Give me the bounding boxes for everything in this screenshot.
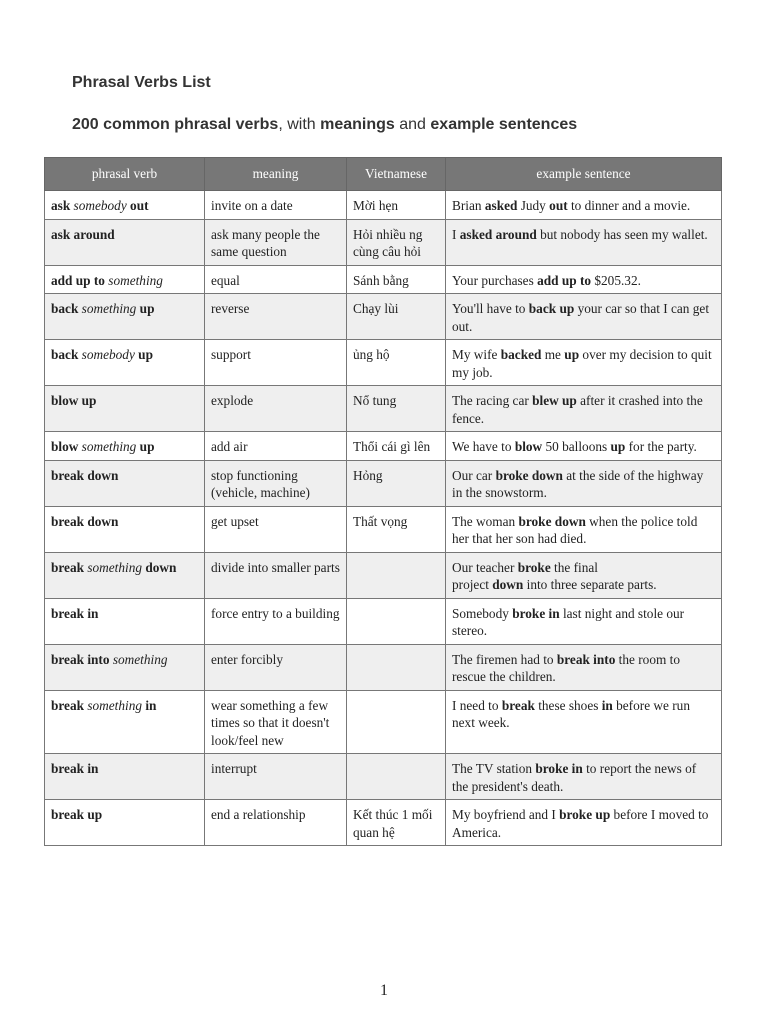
text-run: add up to bbox=[537, 272, 592, 288]
text-run: The woman bbox=[452, 513, 519, 529]
cell-vietnamese: Hỏi nhiều ng cùng câu hỏi bbox=[347, 219, 446, 265]
table-row bbox=[45, 460, 722, 506]
cell-phrasal-verb bbox=[45, 598, 205, 644]
text-run: broke bbox=[517, 559, 551, 575]
cell-example-sentence bbox=[446, 432, 722, 461]
text-run: Judy bbox=[517, 198, 550, 213]
cell-vietnamese bbox=[347, 552, 446, 598]
text-run: something bbox=[108, 272, 163, 288]
text-run: My wife bbox=[452, 347, 501, 362]
cell-example-sentence bbox=[446, 598, 722, 644]
table-row bbox=[45, 598, 722, 644]
text-run: me bbox=[541, 347, 565, 362]
text-run: 50 balloons bbox=[542, 439, 611, 454]
text-run: break in bbox=[51, 761, 99, 776]
text-run: broke up bbox=[559, 807, 611, 822]
document-title: Phrasal Verbs List bbox=[72, 74, 211, 91]
cell-phrasal-verb bbox=[45, 191, 205, 220]
text-run: ask bbox=[51, 198, 74, 213]
subtitle-part: 200 common phrasal verbs bbox=[72, 116, 279, 133]
cell-vietnamese bbox=[347, 644, 446, 690]
cell-vietnamese: Thất vọng bbox=[347, 506, 446, 552]
text-run: blew up bbox=[532, 393, 577, 408]
header-vietnamese: Vietnamese bbox=[347, 158, 446, 191]
text-run: break bbox=[501, 697, 535, 713]
table-row bbox=[45, 386, 722, 432]
table-row bbox=[45, 506, 722, 552]
text-run: into three separate parts. bbox=[523, 577, 657, 592]
cell-example-sentence bbox=[446, 340, 722, 386]
cell-phrasal-verb bbox=[45, 432, 205, 461]
text-run: Our car bbox=[452, 467, 496, 483]
text-run: backed bbox=[500, 347, 542, 362]
cell-meaning: interrupt bbox=[205, 754, 347, 800]
cell-phrasal-verb bbox=[45, 800, 205, 846]
cell-phrasal-verb bbox=[45, 644, 205, 690]
text-run: something bbox=[81, 301, 137, 316]
text-run: We have to bbox=[452, 439, 515, 454]
text-run: break down bbox=[51, 513, 119, 529]
page-number: 1 bbox=[380, 982, 388, 999]
text-run: out bbox=[549, 198, 568, 213]
cell-example-sentence bbox=[446, 219, 722, 265]
cell-example-sentence bbox=[446, 690, 722, 754]
cell-example-sentence bbox=[446, 265, 722, 294]
text-run: out bbox=[126, 198, 149, 213]
text-run: the final bbox=[550, 559, 598, 575]
header-example-sentence: example sentence bbox=[446, 158, 722, 191]
text-run: break down bbox=[51, 467, 119, 483]
text-run: Brian bbox=[452, 198, 485, 213]
text-run: back bbox=[51, 301, 82, 316]
text-run: You'll have to bbox=[452, 301, 529, 316]
cell-meaning: add air bbox=[205, 432, 347, 461]
subtitle-part: example sentences bbox=[430, 116, 578, 133]
cell-meaning: stop functioning (vehicle, machine) bbox=[205, 460, 347, 506]
text-run: these shoes bbox=[534, 697, 602, 713]
cell-vietnamese bbox=[347, 690, 446, 754]
text-run: down bbox=[492, 577, 524, 592]
text-run: The firemen had to bbox=[452, 651, 557, 667]
cell-meaning: divide into smaller parts bbox=[205, 552, 347, 598]
text-run: somebody bbox=[73, 198, 127, 213]
text-run: up bbox=[136, 301, 155, 316]
text-run: add up to bbox=[51, 272, 109, 288]
cell-phrasal-verb bbox=[45, 460, 205, 506]
header-meaning: meaning bbox=[205, 158, 347, 191]
table-row bbox=[45, 800, 722, 846]
cell-vietnamese: Nổ tung bbox=[347, 386, 446, 432]
cell-meaning: enter forcibly bbox=[205, 644, 347, 690]
cell-phrasal-verb bbox=[45, 386, 205, 432]
text-run: to report the news of the president's death. bbox=[452, 761, 697, 794]
document-subtitle bbox=[72, 116, 577, 134]
table-row bbox=[45, 690, 722, 754]
text-run: break up bbox=[51, 807, 103, 822]
text-run: last night and stole our stereo. bbox=[452, 605, 685, 638]
cell-vietnamese: Sánh bằng bbox=[347, 265, 446, 294]
subtitle-part: meanings bbox=[320, 116, 395, 133]
cell-phrasal-verb bbox=[45, 552, 205, 598]
text-run: in bbox=[601, 697, 613, 713]
text-run: blow bbox=[514, 439, 543, 454]
text-run: up bbox=[136, 439, 155, 454]
text-run: break into bbox=[51, 651, 113, 667]
cell-example-sentence bbox=[446, 552, 722, 598]
text-run: break bbox=[51, 697, 88, 713]
text-run: in bbox=[142, 697, 157, 713]
text-run: broke in bbox=[535, 761, 583, 776]
cell-meaning: explode bbox=[205, 386, 347, 432]
cell-example-sentence bbox=[446, 294, 722, 340]
text-run: up bbox=[564, 347, 580, 362]
text-run: the room to rescue the children. bbox=[452, 651, 680, 684]
cell-phrasal-verb bbox=[45, 294, 205, 340]
table-row bbox=[45, 754, 722, 800]
cell-meaning: support bbox=[205, 340, 347, 386]
cell-phrasal-verb bbox=[45, 690, 205, 754]
table-row bbox=[45, 432, 722, 461]
text-run: before we run next week. bbox=[452, 697, 690, 730]
table-row bbox=[45, 644, 722, 690]
text-run: project bbox=[452, 577, 493, 592]
text-run: something bbox=[87, 697, 142, 713]
cell-example-sentence bbox=[446, 191, 722, 220]
table-row bbox=[45, 265, 722, 294]
text-run: break bbox=[51, 559, 88, 575]
text-run: I bbox=[452, 226, 460, 242]
cell-vietnamese bbox=[347, 598, 446, 644]
cell-example-sentence bbox=[446, 460, 722, 506]
text-run: Our teacher bbox=[452, 559, 518, 575]
text-run: asked bbox=[484, 198, 518, 213]
text-run: blow bbox=[51, 439, 82, 454]
cell-example-sentence bbox=[446, 800, 722, 846]
text-run: asked around bbox=[459, 226, 537, 242]
cell-vietnamese bbox=[347, 754, 446, 800]
cell-vietnamese: Kết thúc 1 mối quan hệ bbox=[347, 800, 446, 846]
cell-vietnamese: Mời hẹn bbox=[347, 191, 446, 220]
text-run: broke in bbox=[512, 605, 560, 621]
cell-vietnamese: ủng hộ bbox=[347, 340, 446, 386]
text-run: to dinner and a movie. bbox=[567, 198, 691, 213]
cell-meaning: reverse bbox=[205, 294, 347, 340]
phrasal-verbs-table bbox=[44, 157, 722, 846]
text-run: break into bbox=[556, 651, 616, 667]
text-run: up bbox=[134, 347, 153, 362]
text-run: My boyfriend and I bbox=[452, 807, 560, 822]
cell-vietnamese: Thổi cái gì lên bbox=[347, 432, 446, 461]
text-run: Your purchases bbox=[452, 272, 538, 288]
cell-meaning: invite on a date bbox=[205, 191, 347, 220]
text-run: The racing car bbox=[452, 393, 533, 408]
cell-phrasal-verb bbox=[45, 506, 205, 552]
text-run: broke down bbox=[518, 513, 586, 529]
table-row bbox=[45, 294, 722, 340]
header-phrasal-verb: phrasal verb bbox=[45, 158, 205, 191]
text-run: somebody bbox=[81, 347, 135, 362]
subtitle-part: and bbox=[394, 116, 431, 133]
text-run: after it crashed into the fence. bbox=[452, 393, 703, 426]
cell-example-sentence bbox=[446, 506, 722, 552]
text-run: something bbox=[87, 559, 142, 575]
table-row bbox=[45, 340, 722, 386]
table-header-row bbox=[45, 158, 722, 191]
cell-phrasal-verb bbox=[45, 265, 205, 294]
cell-vietnamese: Hỏng bbox=[347, 460, 446, 506]
text-run: something bbox=[81, 439, 137, 454]
table-row bbox=[45, 552, 722, 598]
cell-meaning: ask many people the same question bbox=[205, 219, 347, 265]
cell-example-sentence bbox=[446, 644, 722, 690]
text-run: Somebody bbox=[452, 605, 513, 621]
cell-example-sentence bbox=[446, 754, 722, 800]
cell-meaning: end a relationship bbox=[205, 800, 347, 846]
text-run: The TV station bbox=[452, 761, 536, 776]
text-run: for the party. bbox=[625, 439, 697, 454]
cell-phrasal-verb bbox=[45, 754, 205, 800]
text-run: at the side of the highway in the snowstorm. bbox=[452, 467, 704, 500]
cell-phrasal-verb bbox=[45, 219, 205, 265]
text-run: over my decision to quit my job. bbox=[452, 347, 712, 380]
subtitle-part: , with bbox=[278, 116, 321, 133]
cell-meaning: equal bbox=[205, 265, 347, 294]
text-run: broke down bbox=[495, 467, 563, 483]
text-run: break in bbox=[51, 605, 99, 621]
table-body bbox=[45, 191, 722, 846]
table-row bbox=[45, 191, 722, 220]
cell-example-sentence bbox=[446, 386, 722, 432]
cell-meaning: force entry to a building bbox=[205, 598, 347, 644]
text-run: I need to bbox=[452, 697, 502, 713]
text-run: before I moved to America. bbox=[452, 807, 709, 840]
text-run: your car so that I can get out. bbox=[452, 301, 710, 334]
text-run: down bbox=[142, 559, 177, 575]
table-row bbox=[45, 219, 722, 265]
text-run: up bbox=[610, 439, 626, 454]
text-run: ask around bbox=[51, 226, 115, 242]
text-run: $205.32. bbox=[591, 272, 641, 288]
text-run: back up bbox=[528, 301, 575, 316]
text-run: but nobody has seen my wallet. bbox=[536, 226, 708, 242]
text-run: something bbox=[112, 651, 168, 667]
text-run: back bbox=[51, 347, 82, 362]
cell-meaning: wear something a few times so that it doesn't look/feel new bbox=[205, 690, 347, 754]
cell-vietnamese: Chạy lùi bbox=[347, 294, 446, 340]
cell-phrasal-verb bbox=[45, 340, 205, 386]
cell-meaning: get upset bbox=[205, 506, 347, 552]
text-run: when the police told her that her son had died. bbox=[452, 513, 698, 546]
text-run: blow up bbox=[51, 393, 97, 408]
